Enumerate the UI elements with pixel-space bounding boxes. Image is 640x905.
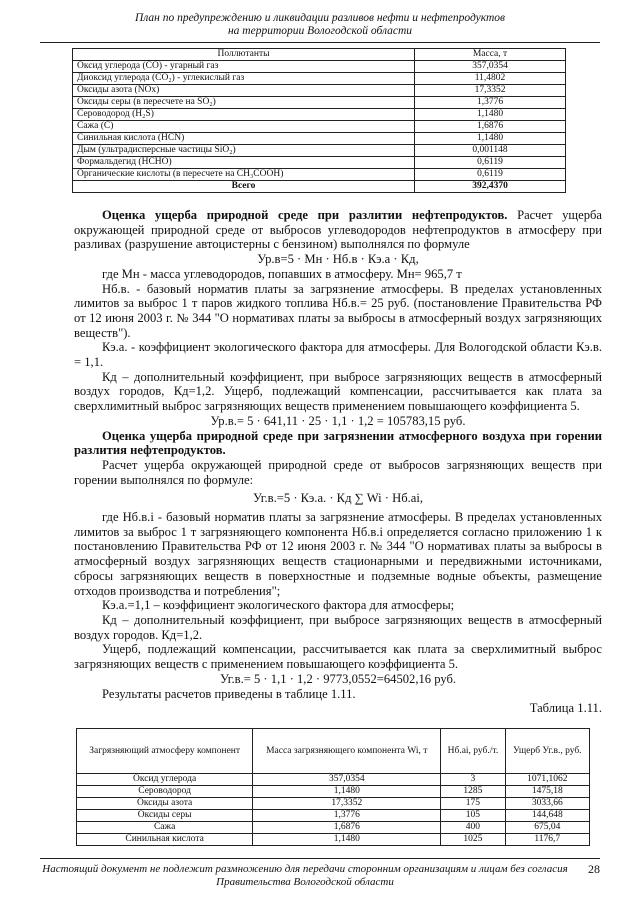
damage-value: 3033,66 bbox=[505, 798, 589, 810]
footer-notice: Настоящий документ не подлежит размножению для передачи сторонним организациям и лицам без согласия Правительства Вологодской области bbox=[42, 863, 568, 888]
component-name: Сажа bbox=[77, 822, 253, 834]
pollutant-name: Оксиды азота (NOх) bbox=[73, 85, 415, 97]
pollutant-name: Оксиды серы (в пересчете на SO₂) bbox=[73, 97, 415, 109]
header-line-1: План по предупреждению и ликвидации разливов нефти и нефтепродуктов bbox=[134, 12, 506, 24]
pollutant-name: Сероводород (Н₂S) bbox=[73, 109, 415, 121]
table-row bbox=[73, 61, 566, 73]
pollutant-mass: 1,1480 bbox=[415, 109, 566, 121]
paragraph-3: Нб.в. - базовый норматив платы за загрязнение атмосферы. В пределах установленных лимитов за выброс 1 т паров жидкого топлива Нб.в.= 25 руб. (постановление Правительства РФ от 12 июня 2003 г. № 344 "О нормативах платы за выбросы в атмосферный воздух загрязняющих веществ"). bbox=[74, 281, 602, 340]
pollutant-mass: 0,001148 bbox=[415, 145, 566, 157]
table-row bbox=[77, 798, 590, 810]
paragraph-2: где Мн - масса углеводородов, попавших в атмосферу. Мн= 965,7 т bbox=[102, 266, 462, 281]
pollutant-name: Оксид углерода (СО) - угарный газ bbox=[73, 61, 415, 73]
damage-value: 144,648 bbox=[505, 810, 589, 822]
damage-table bbox=[76, 728, 590, 846]
total-row bbox=[73, 181, 566, 193]
column-header-component-mass: Масса загрязняющего компонента Wi, т bbox=[253, 729, 441, 774]
component-mass: 1,3776 bbox=[253, 810, 441, 822]
pollutant-mass: 1,1480 bbox=[415, 133, 566, 145]
table-row bbox=[73, 97, 566, 109]
pollutant-name: Синильная кислота (HCN) bbox=[73, 133, 415, 145]
paragraph-11: Ущерб, подлежащий компенсации, рассчитывается как плата за сверхлимитный выброс загрязняющих веществ с применением повышающего коэффициента 5. bbox=[74, 642, 602, 672]
pollutants-table-body bbox=[73, 61, 566, 193]
paragraph-7: Расчет ущерба окружающей природной среде от выбросов загрязняющих веществ при горении выполнялся по формуле: bbox=[74, 457, 602, 487]
component-name: Оксиды азота bbox=[77, 798, 253, 810]
component-name: Синильная кислота bbox=[77, 834, 253, 846]
damage-value: 1475,18 bbox=[505, 786, 589, 798]
document-body bbox=[74, 208, 602, 716]
table-row bbox=[77, 786, 590, 798]
damage-table-body bbox=[77, 774, 590, 846]
table-row bbox=[77, 774, 590, 786]
pollutant-name: Сажа (С) bbox=[73, 121, 415, 133]
component-mass: 1,6876 bbox=[253, 822, 441, 834]
paragraph-8: где Нб.в.i - базовый норматив платы за загрязнение атмосферы. В пределах установленных лимитов за выброс 1 т загрязняющего компонента Нб.в.i определяется согласно приложению 1 к постановлению Правительства РФ от 12 июня 2003 г. № 344 "О нормативах платы за выбросы в атмосферный воздух загрязняющих веществ стационарными и передвижными источниками, сбросы загрязняющих веществ в поверхностные и подземные водные объекты, размещение отходов производства и потребления"; bbox=[74, 510, 602, 598]
damage-table-header-row bbox=[77, 729, 590, 774]
base-rate: 1285 bbox=[441, 786, 505, 798]
column-header-damage: Ущерб Уг.в., руб. bbox=[505, 729, 589, 774]
table-caption: Таблица 1.11. bbox=[529, 701, 602, 716]
base-rate: 3 bbox=[441, 774, 505, 786]
formula-3: Уг.в.=5 · Кэ.а. · Кд ∑ Wi · Нб.аi, bbox=[252, 491, 424, 506]
formula-1: Ур.в=5 · Мн · Нб.в · Кэ.а · Кд, bbox=[257, 252, 419, 267]
base-rate: 1025 bbox=[441, 834, 505, 846]
pollutant-mass: 1,3776 bbox=[415, 97, 566, 109]
paragraph-4: Кэ.а. - коэффициент экологического фактора для атмосферы. Для Вологодской области Кэ.в. = 1,1. bbox=[74, 340, 602, 370]
header-line-2: на территории Вологодской области bbox=[227, 25, 413, 37]
paragraph-5: Кд – дополнительный коэффициент, при выбросе загрязняющих веществ в атмосферный воздух городов, Кд=1,2. Ущерб, подлежащий компенсации, рассчитывается как плата за сверхлимитный выброс загрязняющих веществ применением повышающего коэффициента 5. bbox=[74, 369, 602, 414]
base-rate: 400 bbox=[441, 822, 505, 834]
page-number: 28 bbox=[588, 862, 600, 876]
paragraph-12: Результаты расчетов приведены в таблице 1.11. bbox=[102, 686, 356, 701]
paragraph-1 bbox=[74, 208, 602, 252]
column-header-pollutant: Поллютанты bbox=[73, 49, 415, 61]
pollutants-table bbox=[72, 48, 566, 193]
paragraph-9: Кэ.а.=1,1 – коэффициент экологического фактора для атмосферы; bbox=[102, 598, 455, 613]
component-mass: 1,1480 bbox=[253, 834, 441, 846]
table-row bbox=[77, 834, 590, 846]
table-row bbox=[77, 822, 590, 834]
column-header-component: Загрязняющий атмосферу компонент bbox=[77, 729, 253, 774]
paragraph-10: Кд – дополнительный коэффициент, при выбросе загрязняющих веществ в атмосферный воздух городов. Кд=1,2. bbox=[74, 612, 602, 642]
table-row bbox=[73, 121, 566, 133]
pollutant-mass: 0,6119 bbox=[415, 169, 566, 181]
column-header-mass: Масса, т bbox=[415, 49, 566, 61]
pollutant-mass: 1,6876 bbox=[415, 121, 566, 133]
pollutant-mass: 357,0354 bbox=[415, 61, 566, 73]
table-row bbox=[73, 133, 566, 145]
formula-2: Ур.в.= 5 · 641,11 · 25 · 1,1 · 1,2 = 105783,15 руб. bbox=[210, 413, 466, 428]
column-header-base-rate: Нб.ai, руб./т. bbox=[441, 729, 505, 774]
total-label: Всего bbox=[73, 181, 415, 193]
formula-4: Уг.в.= 5 · 1,1 · 1,2 · 9773,0552=64502,16 руб. bbox=[219, 671, 457, 686]
table-row bbox=[73, 169, 566, 181]
pollutant-name: Диоксид углерода (СО₂) - углекислый газ bbox=[73, 73, 415, 85]
component-mass: 357,0354 bbox=[253, 774, 441, 786]
component-mass: 17,3352 bbox=[253, 798, 441, 810]
table-row bbox=[73, 157, 566, 169]
paragraph-1-text: Расчет ущерба окружающей природной среде от выбросов углеводородов нефтепродуктов в атмосферу при разливах (разрушение автоцистерны с бензином) выполнялся по формуле bbox=[74, 208, 602, 252]
heading-damage-spill: Оценка ущерба природной среде при разлитии нефтепродуктов. bbox=[102, 208, 508, 222]
component-mass: 1,1480 bbox=[253, 786, 441, 798]
pollutant-mass: 17,3352 bbox=[415, 85, 566, 97]
table-row bbox=[73, 85, 566, 97]
page-footer bbox=[40, 858, 600, 889]
pollutant-name: Органические кислоты (в пересчете на СН₃СООН) bbox=[73, 169, 415, 181]
component-name: Сероводород bbox=[77, 786, 253, 798]
total-value: 392,4370 bbox=[415, 181, 566, 193]
pollutant-mass: 11,4802 bbox=[415, 73, 566, 85]
header-rule bbox=[40, 42, 600, 43]
base-rate: 105 bbox=[441, 810, 505, 822]
table-row bbox=[77, 810, 590, 822]
pollutant-mass: 0,6119 bbox=[415, 157, 566, 169]
component-name: Оксид углерода bbox=[77, 774, 253, 786]
damage-value: 1176,7 bbox=[505, 834, 589, 846]
footer-rule bbox=[40, 858, 600, 859]
page-header bbox=[40, 12, 600, 38]
component-name: Оксиды серы bbox=[77, 810, 253, 822]
heading-damage-burning: Оценка ущерба природной среде при загрязнении атмосферного воздуха при горении разлития нефтепродуктов. bbox=[74, 428, 602, 458]
damage-value: 675,04 bbox=[505, 822, 589, 834]
table-row bbox=[73, 73, 566, 85]
table-header-row bbox=[73, 49, 566, 61]
pollutant-name: Дым (ультрадисперсные частицы SiO₂) bbox=[73, 145, 415, 157]
table-row bbox=[73, 145, 566, 157]
damage-value: 1071,1062 bbox=[505, 774, 589, 786]
base-rate: 175 bbox=[441, 798, 505, 810]
pollutant-name: Формальдегид (НСНО) bbox=[73, 157, 415, 169]
table-row bbox=[73, 109, 566, 121]
